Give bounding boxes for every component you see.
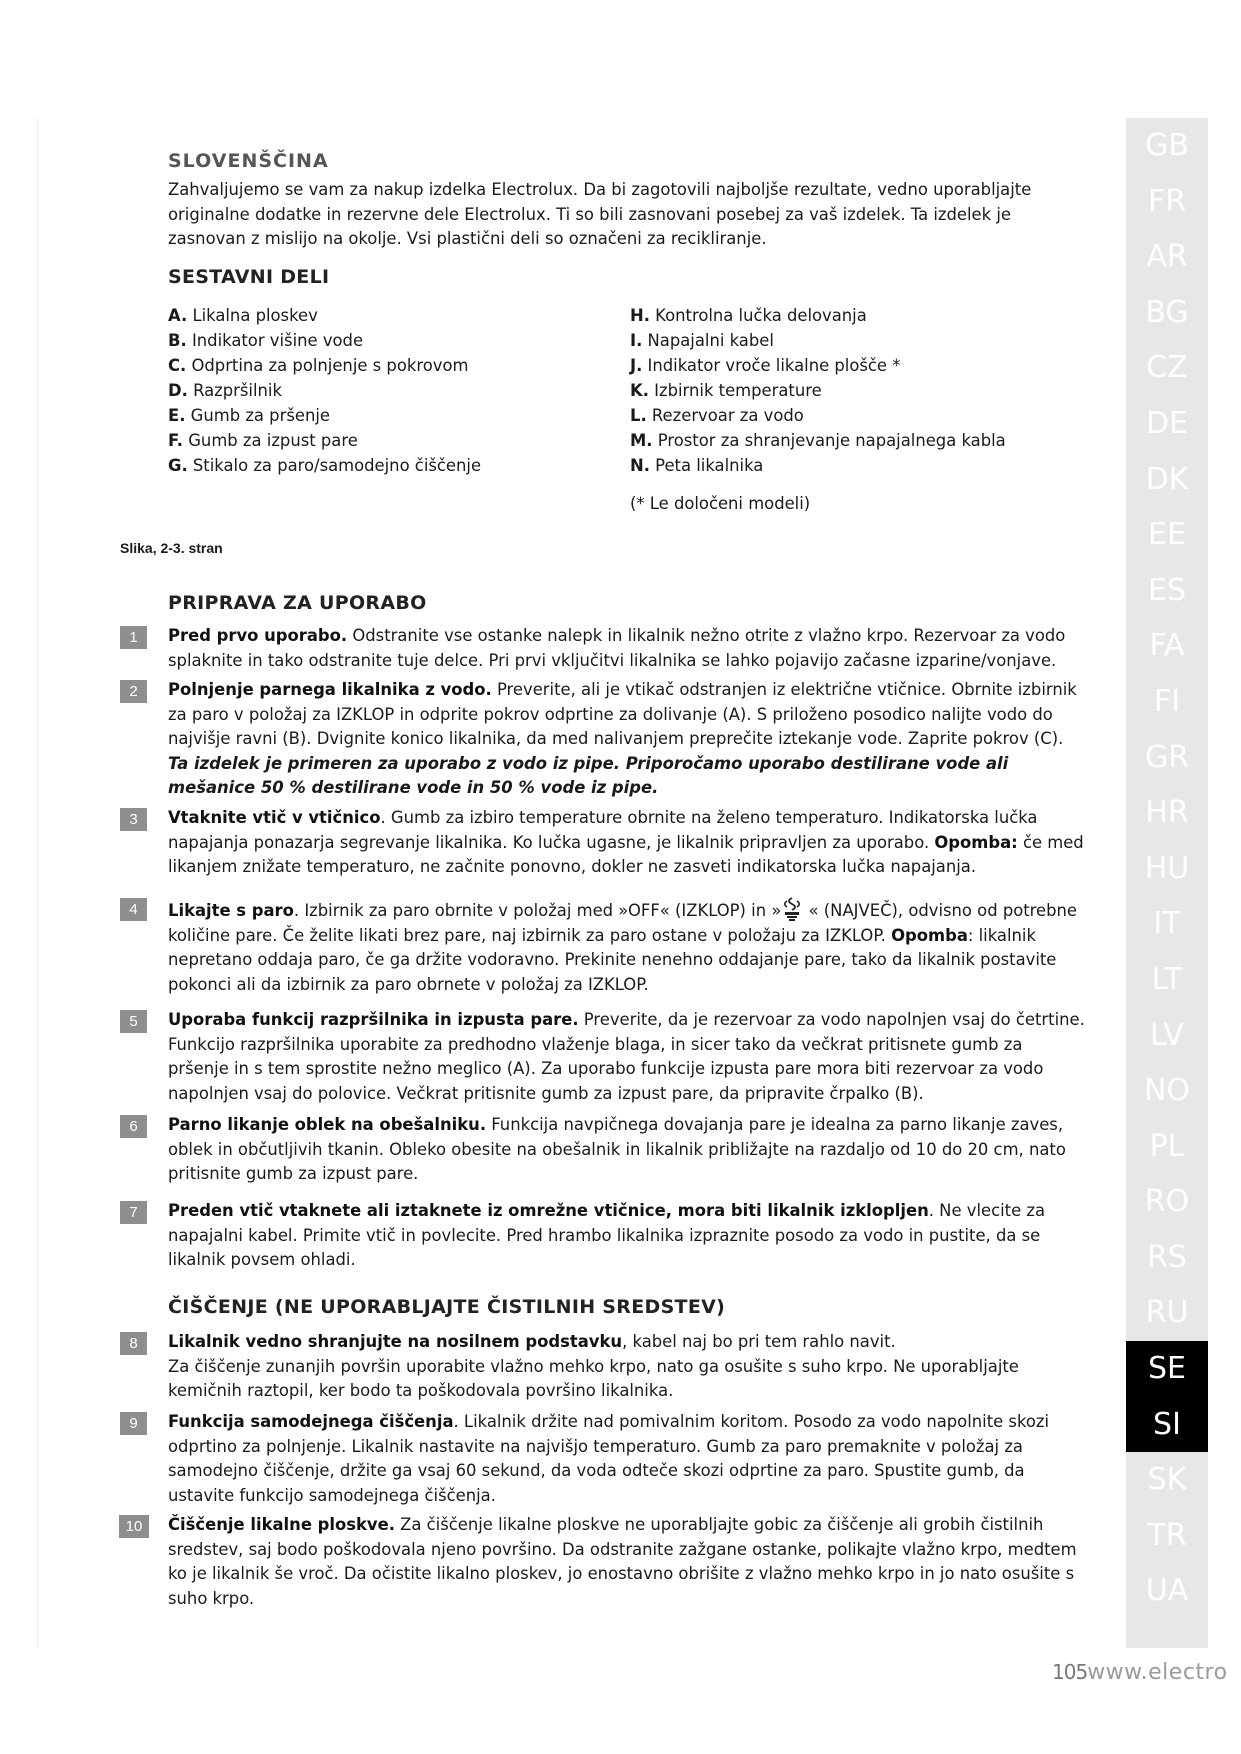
language-tab-it[interactable]: IT: [1153, 906, 1181, 942]
language-tab-cz[interactable]: CZ: [1146, 350, 1188, 386]
language-tab-fr[interactable]: FR: [1147, 183, 1187, 219]
component-item: I. Napajalni kabel: [630, 331, 774, 350]
component-item: F. Gumb za izpust pare: [168, 431, 358, 450]
step-10-text: Čiščenje likalne ploskve. Za čiščenje likalne ploskve ne uporabljajte gobic za čiščenje ali grobih čistilnih sredstev, saj bodo poškodovala njeno površino. Da odstranite zažgane ostanke, polikajte vlažno krpo, medtem ko je likalnik še vroč. Da očistite likalno ploskev, jo enostavno obrišite z vlažno mehko krpo in jo nato osušite s suho krpo.: [168, 1515, 1077, 1608]
language-tab-si[interactable]: SI: [1126, 1397, 1208, 1453]
component-item: D. Razpršilnik: [168, 381, 282, 400]
step-1-text: Pred prvo uporabo. Odstranite vse ostanke nalepk in likalnik nežno otrite z vlažno krpo. Rezervoar za vodo splaknite in tako odstranite tuje delce. Pri prvi vključitvi likalnika se lahko pojavijo začasne izparine/vonjave.: [168, 626, 1066, 670]
page-number: 105: [1052, 1660, 1088, 1684]
cleaning-title: ČIŠČENJE (NE UPORABLJAJTE ČISTILNIH SREDSTEV): [168, 1296, 726, 1318]
language-tab-se[interactable]: SE: [1126, 1341, 1208, 1397]
language-tab-dk[interactable]: DK: [1145, 461, 1189, 497]
language-tab-ua[interactable]: UA: [1145, 1573, 1189, 1609]
step-number-badge: 7: [120, 1201, 147, 1224]
step-4-text: Likajte s paro. Izbirnik za paro obrnite v položaj med »OFF« (IZKLOP) in » « (NAJVEČ), odvisno od potrebne količine pare. Če želite likati brez pare, naj izbirnik za paro ostane v položaju za IZKLOP. Opomba: likalnik nepretano oddaja paro, če ga držite vodoravno. Prekinite nenehno oddajanje pare, tako da likalnik postavite pokonci ali da izbirnik za paro obrnete v položaj za IZKLOP.: [168, 896, 1088, 997]
components-list-right: [630, 303, 1006, 478]
language-tab-lv[interactable]: LV: [1150, 1017, 1184, 1053]
step-number-badge: 8: [120, 1332, 147, 1355]
step-6-text: Parno likanje oblek na obešalniku. Funkcija navpičnega dovajanja pare je idealna za parno likanje zaves, oblek in občutljivih tkanin. Obleko obesite na obešalnik in likalnik približajte na razdaljo od 10 do 20 cm, nato pritisnite gumb za izpust pare.: [168, 1115, 1066, 1183]
language-tab-lt[interactable]: LT: [1151, 961, 1183, 997]
step-number-badge: 2: [120, 680, 147, 703]
page-footer: [1052, 1660, 1228, 1685]
language-tab-ee[interactable]: EE: [1148, 517, 1186, 553]
step-3-text: Vtaknite vtič v vtičnico. Gumb za izbiro temperature obrnite na želeno temperaturo. Indikatorska lučka napajanja ponazarja segrevanje likalnika. Ko lučka ugasne, je likalnik pripravljen za uporabo. Opomba: če med likanjem znižate temperaturo, ne začnite ponovno, dokler ne zasveti indikatorska lučka napajanja.: [168, 808, 1084, 876]
component-item: B. Indikator višine vode: [168, 331, 364, 350]
page-border: [37, 118, 38, 1648]
step-number-badge: 9: [120, 1412, 147, 1435]
component-item: L. Rezervoar za vodo: [630, 406, 804, 425]
language-tab-tr[interactable]: TR: [1147, 1517, 1187, 1553]
language-tab-ro[interactable]: RO: [1144, 1184, 1190, 1220]
step-number-badge: 5: [120, 1010, 147, 1033]
preparation-title: PRIPRAVA ZA UPORABO: [168, 592, 427, 614]
language-tab-de[interactable]: DE: [1145, 405, 1189, 441]
language-tab-rs[interactable]: RS: [1147, 1239, 1187, 1275]
figure-reference: Slika, 2-3. stran: [120, 540, 223, 556]
step-2-text: Polnjenje parnega likalnika z vodo. Preverite, ali je vtikač odstranjen iz električne vtičnice. Obrnite izbirnik za paro v položaj za IZKLOP in odprite pokrov odprtine za dolivanje (A). S priloženo posodico nalijte vodo do najvišje ravni (B). Dvignite konico likalnika, da med nalivanjem preprečite iztekanje vode. Zaprite pokrov (C). Ta izdelek je primeren za uporabo z vodo iz pipe. Priporočamo uporabo destilirane vode ali mešanice 50 % destilirane vode in 50 % vode iz pipe.: [168, 680, 1077, 797]
language-tab-sk[interactable]: SK: [1147, 1462, 1187, 1498]
intro-paragraph: Zahvaljujemo se vam za nakup izdelka Electrolux. Da bi zagotovili najboljše rezultate, vedno uporabljajte originalne dodatke in rezervne dele Electrolux. Ti so bili zasnovani posebej za vaš izdelek. Ta izdelek je zasnovan z mislijo na okolje. Vsi plastični deli so označeni za recikliranje.: [168, 180, 1032, 248]
language-heading: SLOVENŠČINA: [168, 150, 329, 172]
step-7-text: Preden vtič vtaknete ali iztaknete iz omrežne vtičnice, mora biti likalnik izklopljen. Ne vlecite za napajalni kabel. Primite vtič in povlecite. Pred hrambo likalnika izpraznite posodo za vodo in pustite, da se likalnik povsem ohladi.: [168, 1201, 1046, 1269]
components-footnote: (* Le določeni modeli): [630, 494, 811, 513]
steam-max-icon: [781, 896, 803, 922]
step-number-badge: 1: [120, 626, 147, 649]
component-item: A. Likalna ploskev: [168, 306, 318, 325]
component-item: H. Kontrolna lučka delovanja: [630, 306, 867, 325]
components-title: SESTAVNI DELI: [168, 266, 330, 288]
step-number-badge: 3: [120, 808, 147, 831]
step-9-text: Funkcija samodejnega čiščenja. Likalnik držite nad pomivalnim koritom. Posodo za vodo napolnite skozi odprtino za polnjenje. Likalnik nastavite na najvišjo temperaturo. Gumb za paro premaknite v položaj za samodejno čiščenje, držite ga vsaj 60 sekund, da voda odteče skozi odprtine za paro. Spustite gumb, da ustavite funkcijo samodejnega čiščenja.: [168, 1412, 1050, 1505]
component-item: N. Peta likalnika: [630, 456, 764, 475]
component-item: E. Gumb za pršenje: [168, 406, 330, 425]
language-tab-gr[interactable]: GR: [1144, 739, 1190, 775]
language-tab-bg[interactable]: BG: [1145, 294, 1189, 330]
language-tab-no[interactable]: NO: [1143, 1073, 1191, 1109]
step-5-text: Uporaba funkcij razpršilnika in izpusta pare. Preverite, da je rezervoar za vodo napolnjen vsaj do četrtine. Funkcijo razpršilnika uporabite za predhodno vlaženje blaga, in sicer tako da večkrat pritisnete gumb za pršenje in s tem sprostite nežno meglico (A). Za uporabo funkcije izpusta pare mora biti rezervoar za vodo napolnjen vsaj do polovice. Večkrat pritisnite gumb za izpust pare, da pripravite črpalko (B).: [168, 1010, 1085, 1103]
language-tab-hr[interactable]: HR: [1145, 795, 1189, 831]
components-list-left: [168, 303, 481, 478]
language-tab-fi[interactable]: FI: [1153, 683, 1181, 719]
language-tab-hu[interactable]: HU: [1144, 850, 1190, 886]
step-number-badge: 6: [120, 1115, 147, 1138]
language-tab-es[interactable]: ES: [1148, 572, 1186, 608]
footer-url: www.electro: [1087, 1660, 1228, 1685]
language-tab-ru[interactable]: RU: [1145, 1295, 1189, 1331]
language-tabs: [1126, 118, 1208, 1648]
step-number-badge: 10: [119, 1515, 149, 1538]
step-number-badge: 4: [120, 898, 147, 921]
component-item: C. Odprtina za polnjenje s pokrovom: [168, 356, 469, 375]
language-tab-ar[interactable]: AR: [1146, 239, 1188, 275]
component-item: G. Stikalo za paro/samodejno čiščenje: [168, 456, 482, 475]
step-8-text: Likalnik vedno shranjujte na nosilnem podstavku, kabel naj bo pri tem rahlo navit. Za čiščenje zunanjih površin uporabite vlažno mehko krpo, nato ga osušite s suho krpo. Ne uporabljajte kemičnih raztopil, ker bodo ta poškodovala površino likalnika.: [168, 1332, 1019, 1400]
language-tab-gb[interactable]: GB: [1145, 128, 1189, 163]
language-tab-pl[interactable]: PL: [1149, 1128, 1185, 1164]
component-item: J. Indikator vroče likalne plošče *: [630, 356, 901, 375]
component-item: M. Prostor za shranjevanje napajalnega kabla: [630, 431, 1006, 450]
component-item: K. Izbirnik temperature: [630, 381, 822, 400]
language-tab-fa[interactable]: FA: [1149, 628, 1185, 664]
